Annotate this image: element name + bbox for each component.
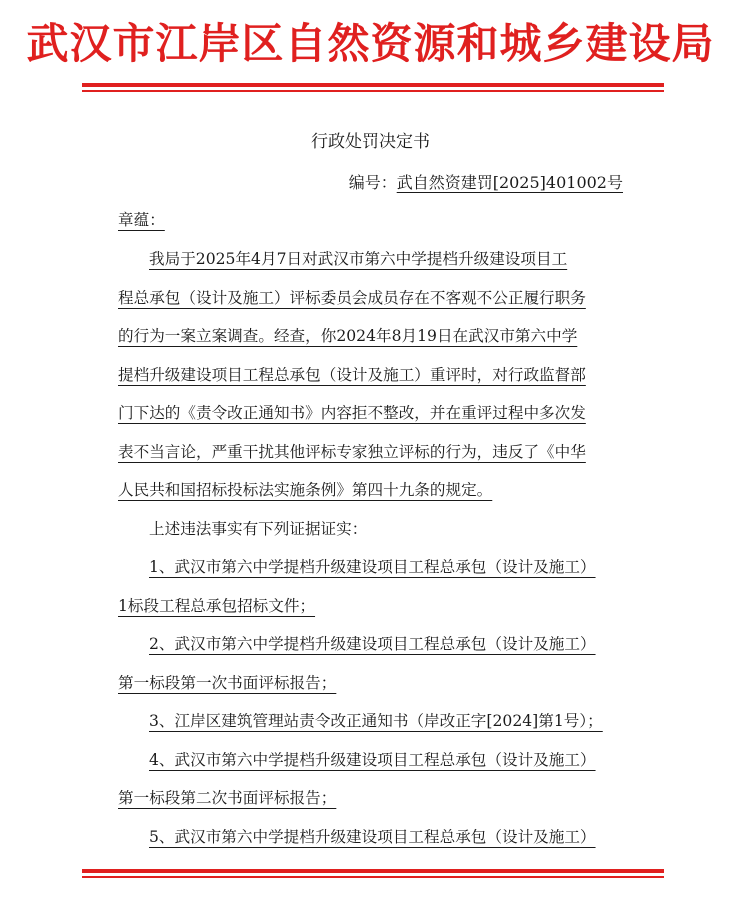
letterhead-agency-name: 武汉市江岸区自然资源和城乡建设局 — [26, 19, 715, 68]
document-number-label: 编号： — [348, 173, 397, 192]
document-number — [349, 171, 623, 195]
body-line: 1标段工程总承包招标文件； — [118, 597, 316, 615]
footer-rule-thick — [82, 869, 664, 873]
body-line: 门下达的《责令改正通知书》内容拒不整改，并在重评过程中多次发 — [118, 404, 586, 422]
body-line: 的行为一案立案调查。经查，你2024年8月19日在武汉市第六中学 — [118, 327, 578, 345]
body-line: 3、江岸区建筑管理站责令改正通知书（岸改正字[2024]第1号）； — [149, 712, 603, 730]
body-line: 4、武汉市第六中学提档升级建设项目工程总承包（设计及施工） — [149, 751, 596, 769]
addressee: 章蕴： — [118, 211, 165, 229]
document-title: 行政处罚决定书 — [311, 132, 430, 152]
body-line: 1、武汉市第六中学提档升级建设项目工程总承包（设计及施工） — [149, 558, 596, 576]
body-line: 程总承包（设计及施工）评标委员会成员存在不客观不公正履行职务 — [118, 289, 586, 307]
body-line: 2、武汉市第六中学提档升级建设项目工程总承包（设计及施工） — [149, 635, 596, 653]
body-line: 5、武汉市第六中学提档升级建设项目工程总承包（设计及施工） — [149, 828, 596, 846]
body-line: 表不当言论，严重干扰其他评标专家独立评标的行为，违反了《中华 — [118, 443, 586, 461]
body-line: 第一标段第二次书面评标报告； — [118, 789, 337, 807]
body-line: 第一标段第一次书面评标报告； — [118, 674, 337, 692]
footer-rule-thin — [82, 876, 664, 878]
document-number-value: 武自然资建罚[2025]401002号 — [396, 173, 623, 192]
body-line: 我局于2025年4月7日对武汉市第六中学提档升级建设项目工 — [149, 250, 568, 268]
header-rule-thin — [82, 90, 664, 92]
body-line: 人民共和国招标投标法实施条例》第四十九条的规定。 — [118, 481, 493, 499]
header-rule-thick — [82, 83, 664, 87]
body-line: 上述违法事实有下列证据证实： — [149, 520, 368, 538]
body-line: 提档升级建设项目工程总承包（设计及施工）重评时，对行政监督部 — [118, 366, 586, 384]
